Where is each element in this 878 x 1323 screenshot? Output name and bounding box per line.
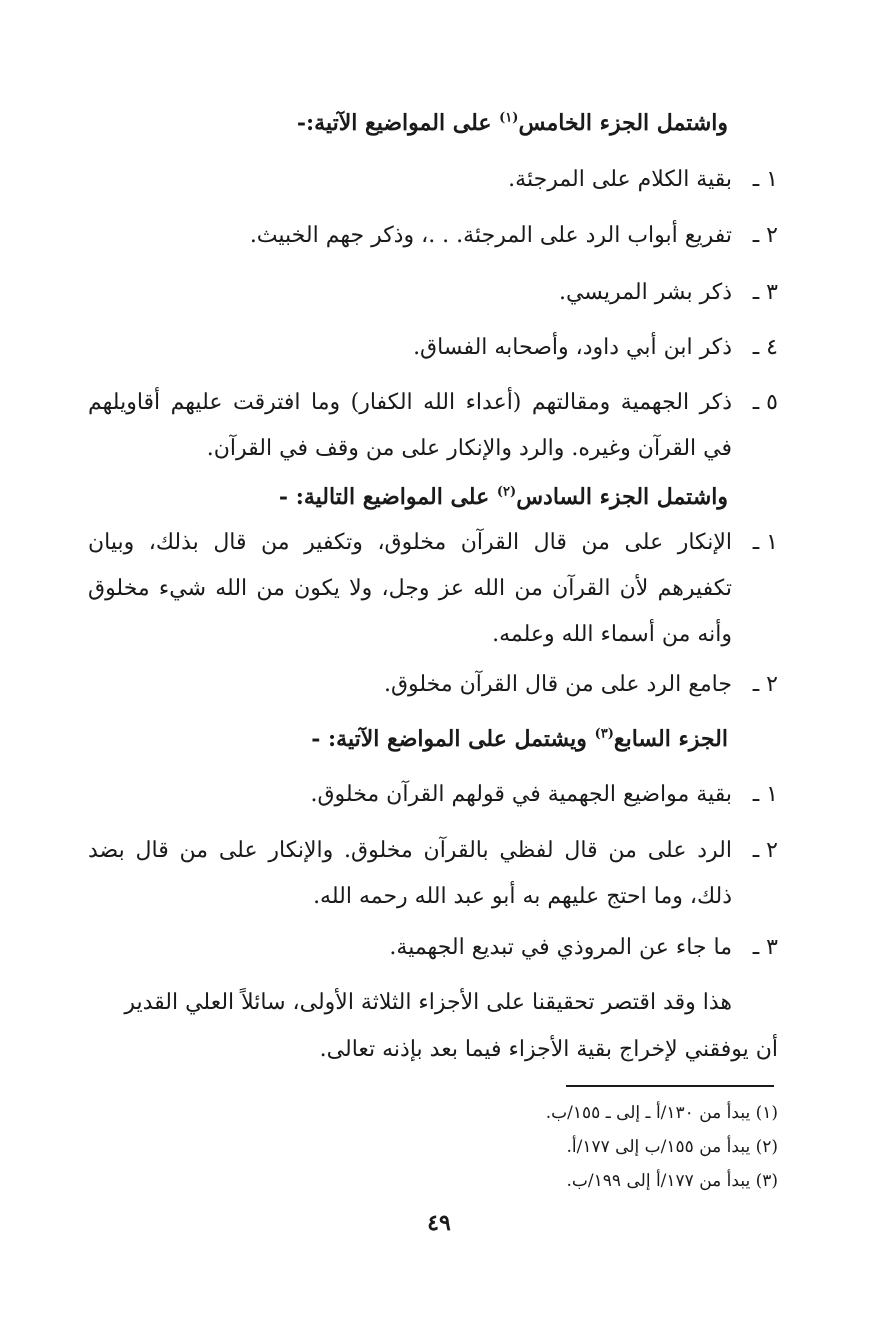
section6-heading	[88, 474, 728, 520]
item-text: ذكر ابن أبي داود، وأصحابه الفساق.	[413, 335, 732, 360]
item-text: ذكر الجهمية ومقالتهم (أعداء الله الكفار) وما افترقت عليهم أقاويلهم في القرآن وغيره. والرد والإنكار على من وقف في القرآن.	[88, 390, 732, 461]
footnote-separator	[566, 1085, 774, 1087]
item-number: ١ ـ	[752, 167, 778, 192]
item-text: بقية مواضيع الجهمية في قولهم القرآن مخلوق.	[310, 782, 732, 807]
item-number: ١ ـ	[752, 530, 778, 555]
closing-line-1	[88, 980, 778, 1026]
footnote-mark-3: (٣)	[594, 726, 614, 742]
item-text: تفريع أبواب الرد على المرجئة. . .، وذكر جهم الخبيث.	[249, 223, 732, 248]
item-number: ٢ ـ	[752, 672, 778, 697]
section5-item-2	[88, 213, 778, 259]
section7-heading	[88, 716, 728, 762]
item-text: بقية الكلام على المرجئة.	[508, 167, 732, 192]
item-text: ما جاء عن المروذي في تبديع الجهمية.	[389, 935, 732, 960]
closing-text-1: هذا وقد اقتصر تحقيقنا على الأجزاء الثلاثة الأولى، سائلاً العلي القدير	[124, 990, 732, 1015]
item-number: ٣ ـ	[752, 280, 778, 305]
item-number: ٢ ـ	[752, 838, 778, 863]
section6-item-2	[88, 662, 778, 708]
closing-text-2: أن يوفقني لإخراج بقية الأجزاء فيما بعد بإذنه تعالى.	[319, 1037, 778, 1062]
section5-item-3	[88, 270, 778, 316]
section7-item-1	[88, 772, 778, 818]
item-text: الرد على من قال لفظي بالقرآن مخلوق. والإنكار على من قال بضد ذلك، وما احتج عليهم به أبو عبد الله رحمه الله.	[88, 838, 732, 909]
item-number: ٥ ـ	[752, 390, 778, 415]
section5-heading-post: على المواضيع الآتية:-	[296, 110, 500, 136]
section6-heading-pre: واشتمل الجزء السادس	[516, 484, 728, 510]
item-number: ١ ـ	[752, 782, 778, 807]
footnote-mark-2: (٢)	[496, 484, 517, 500]
section5-item-5	[88, 380, 778, 472]
item-number: ٣ ـ	[752, 935, 778, 960]
item-number: ٢ ـ	[752, 223, 778, 248]
item-text: الإنكار على من قال القرآن مخلوق، وتكفير من قال بذلك، وبيان تكفيرهم لأن القرآن من الله عز وجل، ولا يكون من الله شيء مخلوق وأنه من أسماء الله وعلمه.	[88, 530, 732, 647]
item-text: جامع الرد على من قال القرآن مخلوق.	[383, 672, 732, 697]
footnote-2: (٢) يبدأ من ١٥٥/ب إلى ١٧٧/أ.	[566, 1137, 778, 1157]
section5-item-1	[88, 157, 778, 203]
footnotes	[546, 1096, 778, 1198]
section7-item-3	[88, 925, 778, 971]
footnote-mark-1: (١)	[499, 110, 519, 126]
footnote-1: (١) يبدأ من ١٣٠/أ ـ إلى ـ ١٥٥/ب.	[545, 1103, 778, 1123]
section5-heading	[88, 100, 728, 146]
section6-heading-post: على المواضيع التالية: -	[278, 484, 497, 510]
section7-heading-post: ويشتمل على المواضع الآتية: -	[311, 726, 595, 752]
section6-item-1	[88, 520, 778, 658]
page-number: ٤٩	[427, 1210, 451, 1236]
section5-heading-pre: واشتمل الجزء الخامس	[518, 110, 728, 136]
section7-item-2	[88, 828, 778, 920]
item-text: ذكر بشر المريسي.	[558, 280, 732, 305]
closing-line-2	[88, 1027, 778, 1073]
section5-item-4	[88, 325, 778, 371]
section7-heading-pre: الجزء السابع	[613, 726, 728, 752]
footnote-3: (٣) يبدأ من ١٧٧/أ إلى ١٩٩/ب.	[566, 1171, 778, 1191]
item-number: ٤ ـ	[752, 335, 778, 360]
